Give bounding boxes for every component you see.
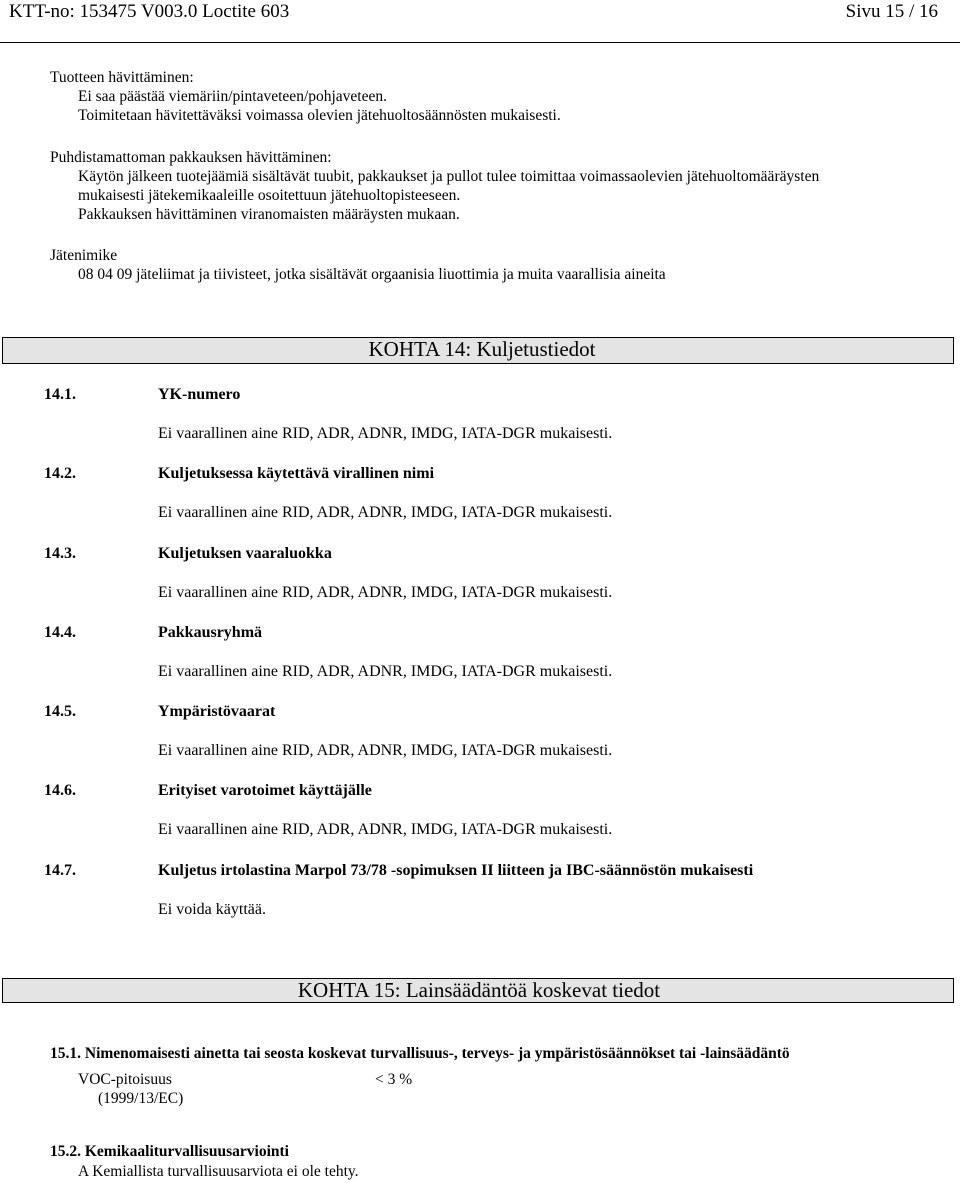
item-14-3-text: Ei vaarallinen aine RID, ADR, ADNR, IMDG, IATA-DGR mukaisesti. (158, 584, 613, 601)
product-disposal-line-1: Ei saa päästää viemäriin/pintaveteen/pohjaveteen. (78, 88, 388, 105)
section-15-banner (2, 978, 954, 1003)
item-14-7-text: Ei voida käyttää. (158, 901, 266, 918)
item-14-6-title: Erityiset varotoimet käyttäjälle (158, 782, 372, 799)
section-14-title: KOHTA 14: Kuljetustiedot (368, 337, 596, 361)
item-14-4-number: 14.4. (44, 624, 76, 641)
item-14-7-number: 14.7. (44, 862, 76, 879)
voc-label: VOC-pitoisuus (78, 1071, 172, 1088)
item-14-1-number: 14.1. (44, 386, 76, 403)
voc-value: < 3 % (375, 1071, 413, 1088)
item-15-2-text: A Kemiallista turvallisuusarviota ei ole tehty. (78, 1163, 359, 1180)
packaging-disposal-line-1: Käytön jälkeen tuotejäämiä sisältävät tuubit, pakkaukset ja pullot tulee toimittaa voimassaolevien jätehuoltomääräysten (78, 168, 820, 185)
item-14-4-title: Pakkausryhmä (158, 624, 263, 641)
header-divider (0, 42, 960, 43)
item-14-4-text: Ei vaarallinen aine RID, ADR, ADNR, IMDG, IATA-DGR mukaisesti. (158, 663, 613, 680)
item-14-2-title: Kuljetuksessa käytettävä virallinen nimi (158, 465, 435, 482)
packaging-disposal-title: Puhdistamattoman pakkauksen hävittäminen: (50, 149, 332, 166)
voc-sublabel: (1999/13/EC) (98, 1090, 184, 1107)
packaging-disposal-line-3: Pakkauksen hävittäminen viranomaisten määräysten mukaan. (78, 206, 460, 223)
page-number: Sivu 15 / 16 (845, 1, 938, 22)
item-15-2-title: 15.2. Kemikaaliturvallisuusarviointi (50, 1143, 289, 1160)
item-14-6-number: 14.6. (44, 782, 76, 799)
item-14-1-text: Ei vaarallinen aine RID, ADR, ADNR, IMDG, IATA-DGR mukaisesti. (158, 425, 613, 442)
waste-code-line: 08 04 09 jäteliimat ja tiivisteet, jotka sisältävät orgaanisia liuottimia ja muita vaarallisia aineita (78, 266, 666, 283)
item-14-7-title: Kuljetus irtolastina Marpol 73/78 -sopimuksen II liitteen ja IBC-säännöstön mukaisesti (158, 862, 754, 879)
item-14-3-number: 14.3. (44, 545, 76, 562)
product-disposal-line-2: Toimitetaan hävitettäväksi voimassa olevien jätehuoltosäännösten mukaisesti. (78, 107, 561, 124)
packaging-disposal-line-2: mukaisesti jätekemikaaleille osoitettuun jätehuoltopisteeseen. (78, 187, 461, 204)
item-14-6-text: Ei vaarallinen aine RID, ADR, ADNR, IMDG, IATA-DGR mukaisesti. (158, 821, 613, 838)
document-header-left: KTT-no: 153475 V003.0 Loctite 603 (9, 1, 290, 22)
section-14-banner (2, 337, 954, 364)
section-15-title: KOHTA 15: Lainsäädäntöä koskevat tiedot (297, 978, 661, 1002)
item-14-5-title: Ympäristövaarat (158, 703, 276, 720)
item-14-3-title: Kuljetuksen vaaraluokka (158, 545, 332, 562)
item-14-5-number: 14.5. (44, 703, 76, 720)
product-disposal-title: Tuotteen hävittäminen: (50, 69, 194, 86)
item-14-2-text: Ei vaarallinen aine RID, ADR, ADNR, IMDG, IATA-DGR mukaisesti. (158, 504, 613, 521)
item-14-2-number: 14.2. (44, 465, 76, 482)
waste-code-title: Jätenimike (50, 247, 118, 264)
item-15-1-title: 15.1. Nimenomaisesti ainetta tai seosta koskevat turvallisuus-, terveys- ja ympäristösäännökset tai -lainsäädäntö (50, 1045, 790, 1062)
item-14-5-text: Ei vaarallinen aine RID, ADR, ADNR, IMDG, IATA-DGR mukaisesti. (158, 742, 613, 759)
item-14-1-title: YK-numero (158, 386, 241, 403)
